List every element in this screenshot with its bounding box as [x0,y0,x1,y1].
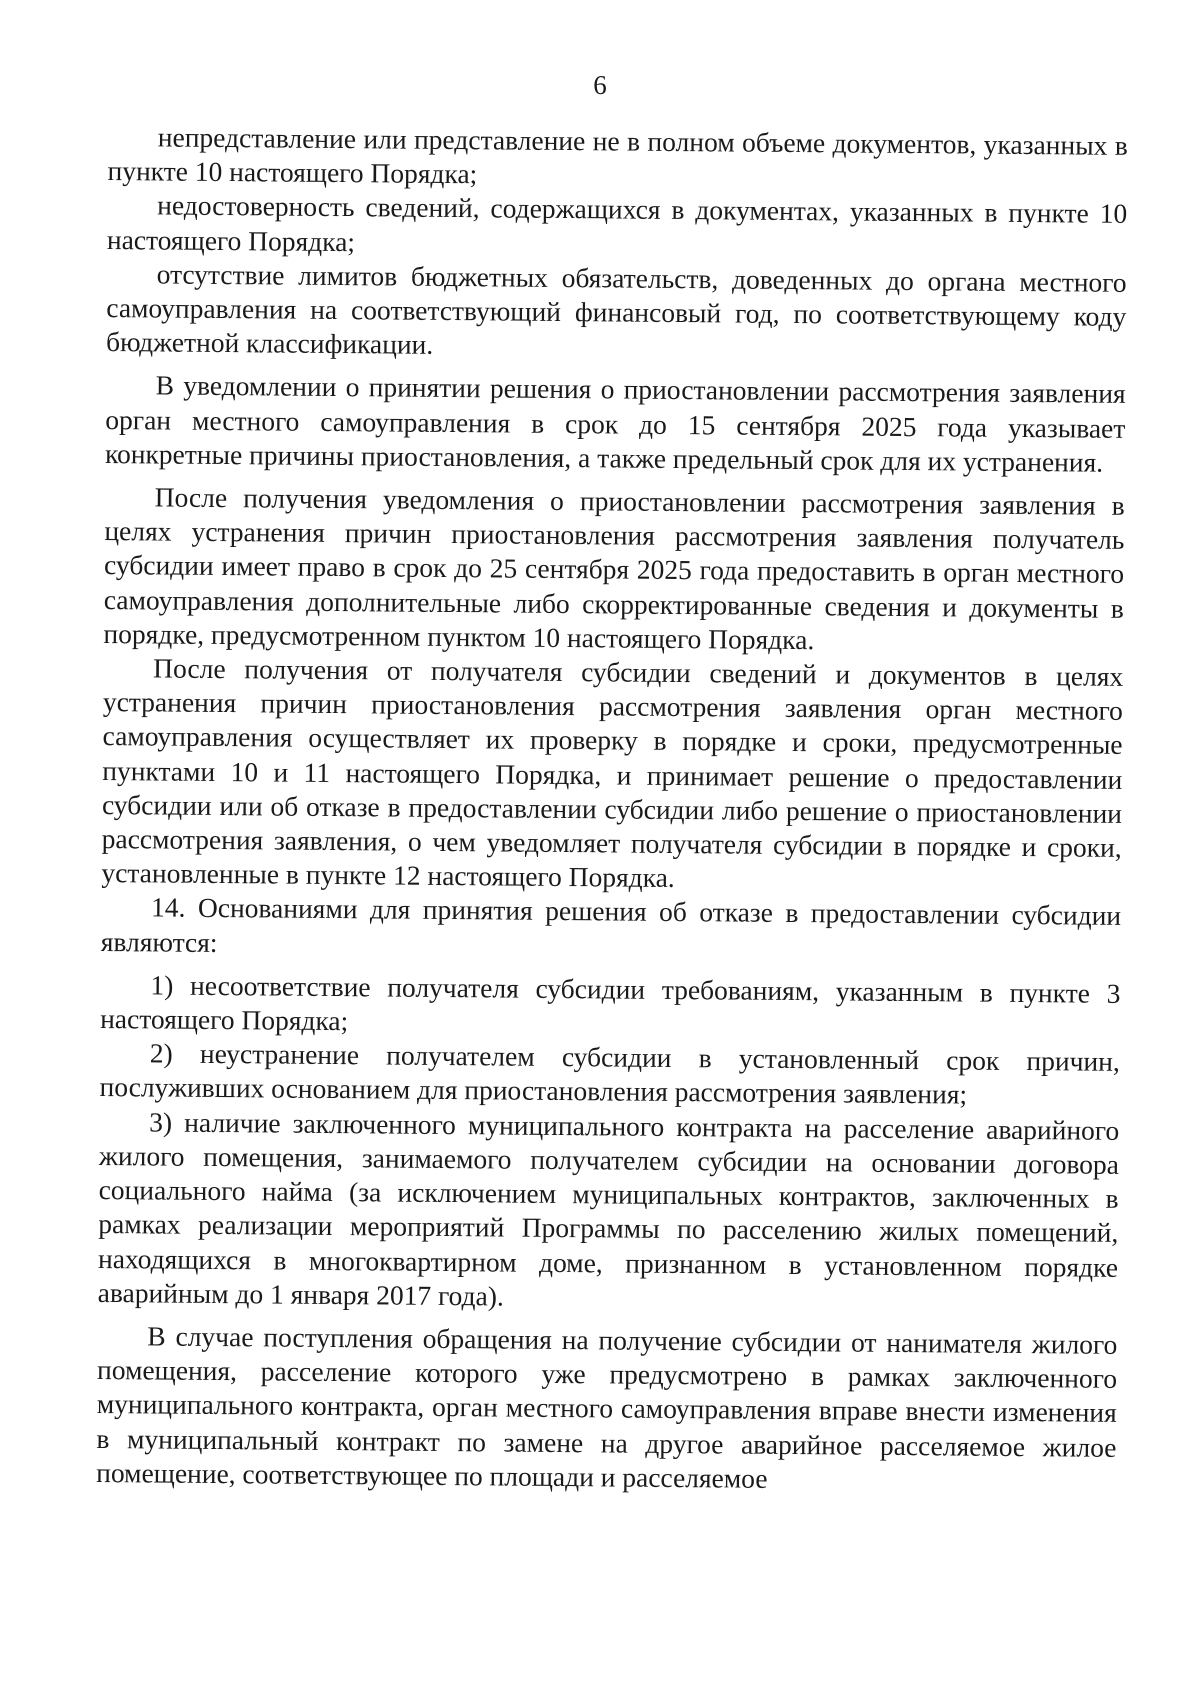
list-item-1: 1) несоответствие получателя субсидии требованиям, указанным в пункте 3 настоящего Порядка; [100,969,1121,1037]
paragraph-section-14-heading: 14. Основаниями для принятия решения об отказе в предоставлении субсидии являются: [100,891,1122,958]
paragraph-after-receiving-documents: После получения от получателя субсидии сведений и документов в целях устранения причин приостановления рассмотрения заявления орган местного самоуправления осуществляет их проверку в порядке и сроки, предусмотренные пунктами 10 и 11 настоящего Порядка, и принимает решение о предоставлении субсидии или об отказе в предоставлении субсидии либо решение о приостановлении рассмотрения заявления, о чем уведомляет получателя субсидии в порядке и сроки, установленные в пункте 12 настоящего Порядка. [101,652,1124,894]
paragraph-contract-amendment: В случае поступления обращения на получение субсидии от нанимателя жилого помещения, расселение которого уже предусмотрено в рамках заключенного муниципального контракта, орган местного самоуправления вправе внести изменения в муниципальный контракт по замене на другое аварийное расселяемое жилое помещение, соответствующее по площади и расселяемое [96,1320,1118,1494]
paragraph-after-suspension-notice: После получения уведомления о приостановлении рассмотрения заявления в целях устранения причин приостановления рассмотрения заявления получатель субсидии имеет право в срок до 25 сентября 2025 года предоставить в орган местного самоуправления дополнительные либо скорректированные сведения и документы в порядке, предусмотренном пунктом 10 настоящего Порядка. [103,481,1125,656]
paragraph-incomplete-documents: непредставление или представление не в полном объеме документов, указанных в пункте 10 настоящего Порядка; [107,121,1128,190]
page-number: 6 [593,70,607,100]
list-item-2: 2) неустранение получателем субсидии в установленный срок причин, послуживших основанием для приостановления рассмотрения заявления; [99,1037,1120,1111]
list-item-3: 3) наличие заключенного муниципального контракта на расселение аварийного жилого помещения, занимаемого получателем субсидии на основании договора социального найма (за исключением муниципальных контрактов, заключенных в рамках реализации мероприятий Программы по расселению жилых помещений, находящихся в многоквартирном доме, признанном в установленном порядке аварийным до 1 января 2017 года). [97,1106,1120,1312]
paragraph-no-budget-limits: отсутствие лимитов бюджетных обязательств, доведенных до органа местного самоуправления на соответствующий финансовый год, по соответствующему коду бюджетной классификации. [105,258,1127,361]
document-body [96,120,1128,1499]
paragraph-unreliable-information: недостоверность сведений, содержащихся в документах, указанных в пункте 10 настоящего Порядка; [106,189,1128,257]
paragraph-suspension-notice: В уведомлении о принятии решения о приостановлении рассмотрения заявления орган местного самоуправления в срок до 15 сентября 2025 года указывает конкретные причины приостановления, а также предельный срок для их устранения. [104,369,1126,478]
